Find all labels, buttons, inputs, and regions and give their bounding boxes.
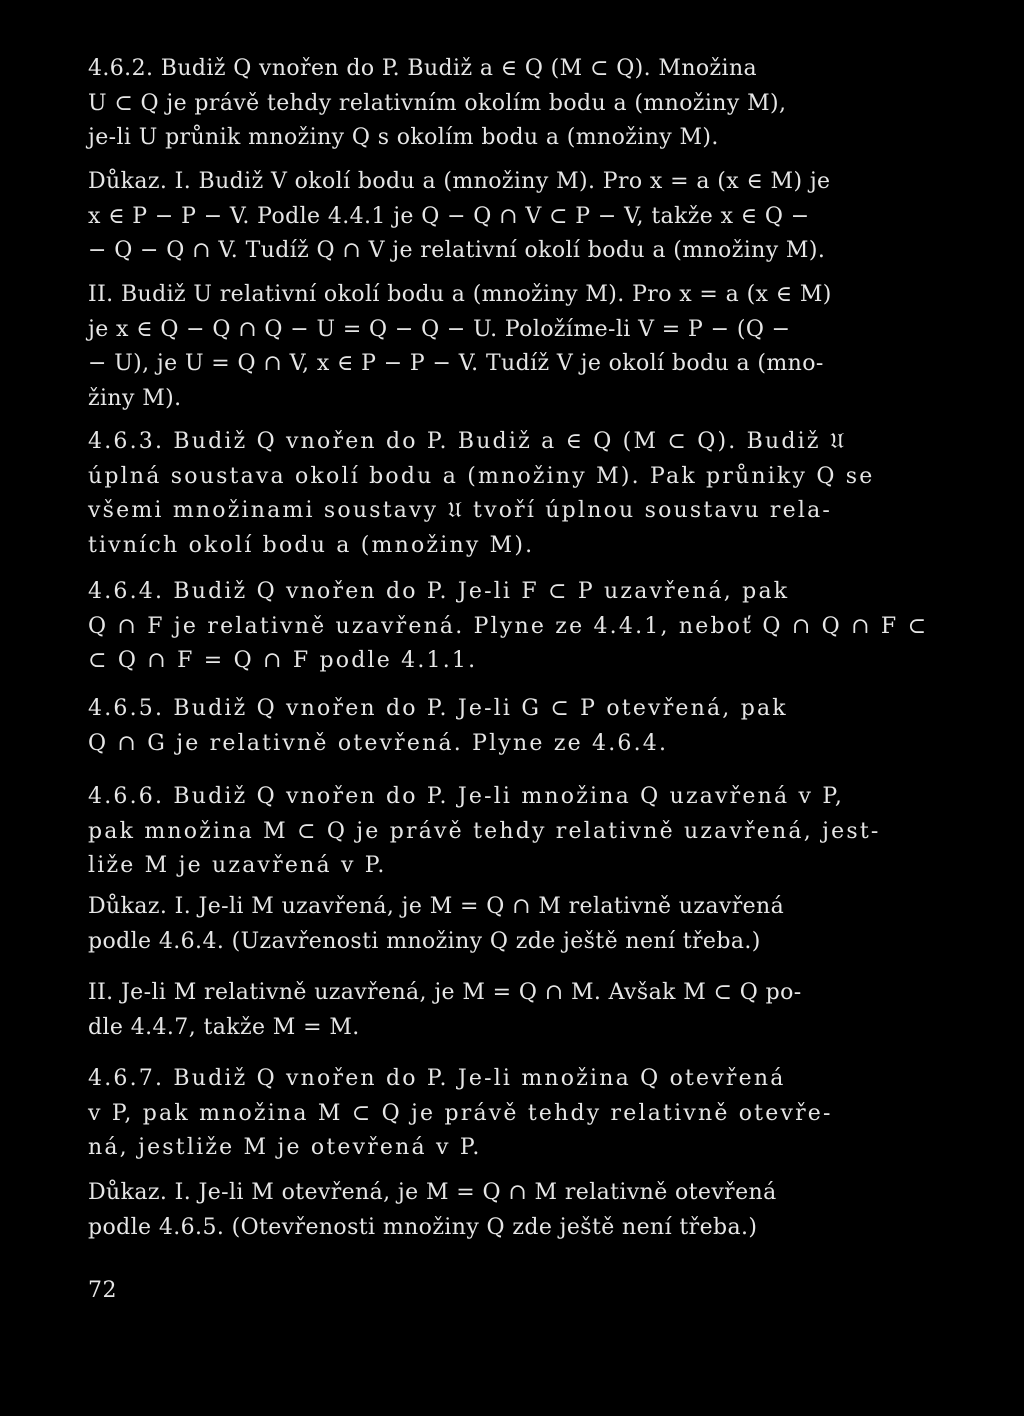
text-line: dle 4.4.7, takže M = M. — [88, 1014, 360, 1040]
text-line: liže M je uzavřená v P. — [88, 853, 387, 878]
text-line: Q ∩ G je relativně otevřená. Plyne ze 4.6.4. — [88, 730, 669, 756]
text-line: Q ∩ F je relativně uzavřená. Plyne ze 4.4.1, neboť Q ∩ Q ∩ F ⊂ — [88, 613, 929, 639]
text-line: 4.6.5. Budiž Q vnořen do P. Je-li G ⊂ P otevřená, pak — [88, 696, 788, 721]
proof-part-2 — [88, 278, 938, 416]
page-number: 72 — [88, 1278, 117, 1303]
text-line: ná, jestliže M je otevřená v P. — [88, 1135, 482, 1160]
theorem-4-6-2 — [88, 52, 938, 156]
text-line: 4.6.4. Budiž Q vnořen do P. Je-li F ⊂ P uzavřená, pak — [88, 579, 790, 604]
text-line: II. Je-li M relativně uzavřená, je M = Q ∩ M. Avšak M ⊂ Q po- — [88, 980, 802, 1005]
theorem-4-6-3 — [88, 425, 938, 563]
text-line: v P, pak množina M ⊂ Q je právě tehdy relativně otevře- — [88, 1100, 833, 1126]
theorem-4-6-6 — [88, 780, 938, 884]
text-line: II. Budiž U relativní okolí bodu a (množiny M). Pro x = a (x ∈ M) — [88, 282, 832, 307]
text-line: 4.6.3. Budiž Q vnořen do P. Budiž a ∈ Q (M ⊂ Q). Budiž 𝔘 — [88, 429, 847, 454]
text-line: Důkaz. I. Je-li M otevřená, je M = Q ∩ M relativně otevřená — [88, 1180, 777, 1205]
proof-4-6-6-part-2 — [88, 976, 938, 1045]
text-line: 4.6.7. Budiž Q vnořen do P. Je-li množina Q otevřená — [88, 1066, 786, 1091]
text-line: tivních okolí bodu a (množiny M). — [88, 532, 535, 558]
text-line: pak množina M ⊂ Q je právě tehdy relativně uzavřená, jest- — [88, 818, 881, 844]
theorem-4-6-4 — [88, 575, 938, 679]
text-line: ⊂ Q ∩ F = Q ∩ F podle 4.1.1. — [88, 648, 478, 673]
text-line: − U), je U = Q ∩ V, x ∈ P − P − V. Tudíž V je okolí bodu a (mno- — [88, 351, 824, 376]
theorem-4-6-7 — [88, 1062, 938, 1166]
text-line: 4.6.6. Budiž Q vnořen do P. Je-li množina Q uzavřená v P, — [88, 784, 845, 809]
proof-4-6-6-part-1 — [88, 890, 938, 959]
theorem-4-6-5 — [88, 692, 938, 761]
proof-part-1 — [88, 165, 938, 269]
text-line: Důkaz. I. Budiž V okolí bodu a (množiny M). Pro x = a (x ∈ M) je — [88, 169, 831, 194]
text-line: Důkaz. I. Je-li M uzavřená, je M = Q ∩ M relativně uzavřená — [88, 894, 785, 919]
text-line: úplná soustava okolí bodu a (množiny M). Pak průniky Q se — [88, 463, 875, 489]
text-line: 4.6.2. Budiž Q vnořen do P. Budiž a ∈ Q (M ⊂ Q). Množina — [88, 56, 758, 81]
proof-4-6-7-part-1 — [88, 1176, 938, 1245]
text-line: je-li U průnik množiny Q s okolím bodu a (množiny M). — [88, 125, 719, 150]
text-line: žiny M). — [88, 385, 182, 411]
text-line: podle 4.6.4. (Uzavřenosti množiny Q zde ještě není třeba.) — [88, 928, 761, 954]
text-line: podle 4.6.5. (Otevřenosti množiny Q zde ještě není třeba.) — [88, 1214, 758, 1240]
text-line: x ∈ P − P − V. Podle 4.4.1 je Q − Q ∩ V ⊂ P − V, takže x ∈ Q − — [88, 203, 810, 229]
text-line: − Q − Q ∩ V. Tudíž Q ∩ V je relativní okolí bodu a (množiny M). — [88, 238, 826, 263]
text-line: U ⊂ Q je právě tehdy relativním okolím bodu a (množiny M), — [88, 90, 787, 116]
text-line: je x ∈ Q − Q ∩ Q − U = Q − Q − U. Položíme-li V = P − (Q − — [88, 316, 791, 342]
text-line: všemi množinami soustavy 𝔘 tvoří úplnou soustavu rela- — [88, 498, 833, 523]
